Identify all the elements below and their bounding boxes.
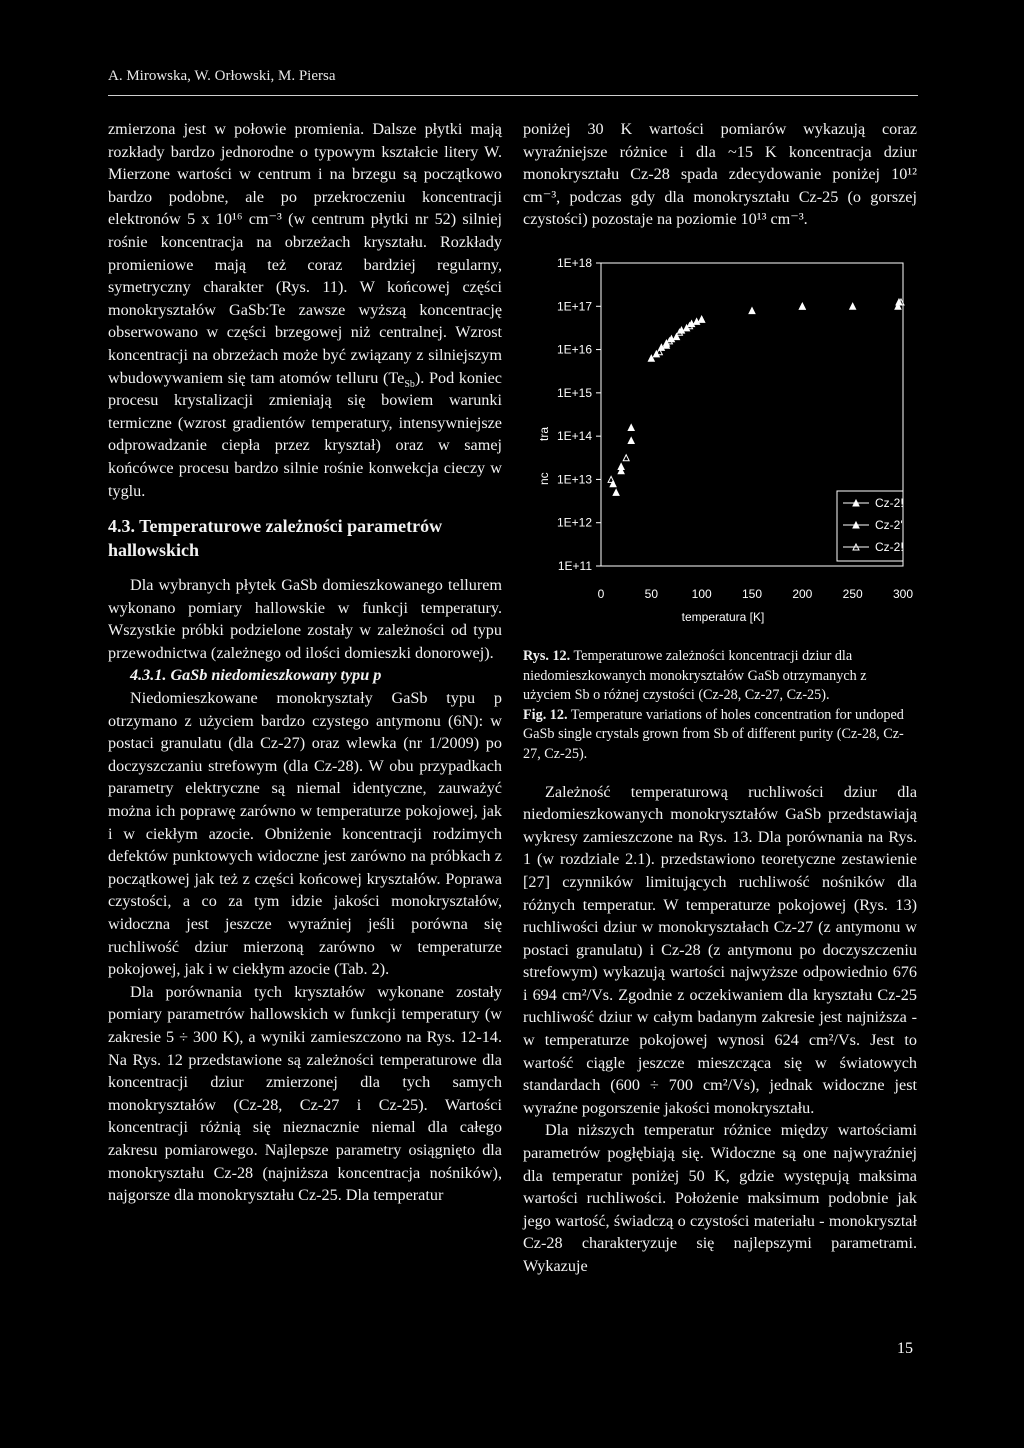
caption-label: Fig. 12. bbox=[523, 706, 568, 723]
y-axis-label-fragment: nc bbox=[537, 472, 551, 485]
paragraph: Dla niższych temperatur różnice między wartościami parametrów pogłębiają się. Widoczne są one najwyraźniej dla temperatur poniżej 50 K, gdzie występują maksima wartości ruchliwości. Położenie maksimum podobnie jak jego wartość, świadczą o czystości materiału - monokryształ Cz-28 charakteryzuje się najlepszymi parametrami. Wykazuje bbox=[523, 1121, 917, 1275]
data-point bbox=[799, 303, 805, 309]
data-point bbox=[749, 308, 755, 314]
subsection-title: 4.3.1. GaSb niedomieszkowany typu p bbox=[130, 666, 382, 685]
legend-label: Cz-2' bbox=[875, 517, 903, 532]
subscript: Sb bbox=[404, 378, 415, 390]
data-point bbox=[613, 489, 619, 495]
y-tick-label: 1E+13 bbox=[556, 472, 592, 487]
legend-label: Cz-2! bbox=[875, 539, 904, 554]
x-tick-label: 250 bbox=[842, 586, 863, 601]
paragraph: Niedomieszkowane monokryształy GaSb typu p otrzymano z użyciem bardzo czystego antymonu (6N): w postaci granulatu (dla Cz-27) oraz wlewka (nr 1/2009) po doczyszczaniu strefowym (dla Cz-28). W obu przypadkach parametry elektryczne są niemal identyczne, zauważyć można ich poprawę zarówno w temperaturze pokojowej, jak i w ciekłym azocie. Obniżenie koncentracji rodzimych defektów punktowych widoczne jest zarówno na próbkach z początkowej jak też z części końcowej kryształów. Poprawa czystości, a co za tym idzie jakości monokryształów, widoczna jest jeszcze wyraźniej jeśli porówna się ruchliwość dziur mierzoną zarówno w temperaturze pokojowej, jak i w ciekłym azocie (Tab. 2). bbox=[108, 689, 502, 979]
x-tick-label: 150 bbox=[741, 586, 763, 601]
paragraph: Zależność temperaturową ruchliwości dziur dla niedomieszkowanych monokryształów GaSb przedstawiają wykresy zamieszczone na Rys. 13. Dla porównania na Rys. 1 (w rozdziale 2.1). przedstawiono teoretyczne zestawienie [27] czynników limitujących ruchliwość nośników dla różnych temperatur. W temperaturze pokojowej (Rys. 13) ruchliwości dziur w monokryształach Cz-27 (z antymonu w postaci granulatu) i Cz-28 (z antymonu po doczyszczeniu strefowym) wykazują wartości najwyższe odpowiednio 676 i 694 cm²/Vs. Zgodnie z oczekiwaniem dla kryształu Cz-25 ruchliwość dziur w całym badanym zakresie jest najniższa - w temperaturze pokojowej wynosi 624 cm²/Vs. Jest to wartość ciągle jeszcze mieszcząca się w światowych standardach (600 ÷ 700 cm²/Vs), jednak widoczne jest wyraźne pogorszenie jakości monokryształu. bbox=[523, 782, 917, 1117]
y-tick-label: 1E+18 bbox=[556, 255, 592, 270]
legend-label: Cz-2! bbox=[875, 495, 904, 510]
data-point bbox=[623, 455, 629, 461]
paragraph: poniżej 30 K wartości pomiarów wykazują coraz wyraźniejsze różnice i dla ~15 K koncentracja dziur monokryształu Cz-28 spada zdecydowanie poniżej 10¹² cm⁻³, podczas gdy dla monokryształu Cz-25 (o gorszej czystości) pozostaje na poziomie 10¹³ cm⁻³. bbox=[523, 120, 917, 229]
caption-label: Rys. 12. bbox=[523, 647, 571, 664]
data-point bbox=[628, 424, 634, 430]
section-title: 4.3. Temperaturowe zależności parametrów hallowskich bbox=[108, 516, 443, 561]
y-tick-label: 1E+14 bbox=[556, 429, 592, 444]
data-point bbox=[850, 303, 856, 309]
left-column bbox=[108, 118, 502, 1207]
paragraph-text: ). Pod koniec procesu krystalizacji zmieniają się bowiem warunki termiczne (wzrost gradientów temperatury, intensywniejsze odprowadzanie ciepła przez kryształ) oraz w samej końcówce procesu bardzo silnie rośnie konwekcja cieczy w tyglu. bbox=[108, 368, 502, 500]
figure-caption-pl bbox=[523, 647, 917, 706]
paragraph: Dla porównania tych kryształów wykonane zostały pomiary parametrów hallowskich w funkcji temperatury (w zakresie 5 ÷ 300 K), a wyniki zamieszczono na Rys. 12-14. Na Rys. 12 przedstawione są zależności temperaturowe dla koncentracji dziur zmierzonej dla tych samych monokryształów (Cz-28, Cz-27 i Cz-25). Wartości koncentracji różnią się nieznacznie niemal dla całego zakresu pomiarowego. Najlepsze parametry osiągnięto dla monokryształu Cz-28 (najniższa koncentracja nośników), najgorsze dla monokryształu Cz-25. Dla temperatur bbox=[108, 982, 502, 1205]
x-tick-label: 50 bbox=[644, 586, 659, 601]
figure-chart bbox=[523, 241, 917, 631]
x-tick-label: 0 bbox=[597, 586, 605, 601]
paragraph bbox=[108, 118, 502, 502]
caption-text: Temperaturowe zależności koncentracji dziur dla niedomieszkowanych monokryształów GaSb otrzymanych z użyciem Sb o różnej czystości (Cz-28, Cz-27, Cz-25). bbox=[523, 647, 867, 704]
x-tick-label: 100 bbox=[691, 586, 712, 601]
y-tick-label: 1E+11 bbox=[557, 558, 592, 573]
paragraph: Dla wybranych płytek GaSb domieszkowanego tellurem wykonano pomiary hallowskie w funkcji temperatury. Wszystkie próbki podzielone zostały w zależności od typu przewodnictwa (zależnego od ilości domieszki donorowej). bbox=[108, 576, 502, 662]
x-tick-label: 200 bbox=[792, 586, 813, 601]
figure-caption-en bbox=[523, 706, 917, 765]
x-tick-label: 300 bbox=[892, 586, 914, 601]
data-point bbox=[628, 437, 634, 443]
right-column bbox=[523, 118, 917, 1278]
running-header: A. Mirowska, W. Orłowski, M. Piersa bbox=[108, 68, 336, 84]
data-point bbox=[608, 476, 614, 482]
y-tick-label: 1E+16 bbox=[556, 342, 592, 357]
y-axis-label-fragment: tra bbox=[537, 426, 551, 441]
x-axis-label: temperatura [K] bbox=[681, 609, 765, 624]
caption-text: Temperature variations of holes concentration for undoped GaSb single crystals grown from Sb of different purity (Cz-28, Cz-27, Cz-25). bbox=[523, 706, 904, 762]
header-rule bbox=[108, 95, 918, 96]
y-tick-label: 1E+15 bbox=[556, 385, 592, 400]
data-point bbox=[618, 463, 624, 469]
data-point bbox=[610, 481, 616, 487]
paragraph-text: zmierzona jest w połowie promienia. Dalsze płytki mają rozkłady bardzo jednorodne o typowym kształcie litery W. Mierzone wartości w centrum i na brzegu są początkowo bardzo podobne, ale po przekroczeniu koncentracji elektronów 5 x 10¹⁶ cm⁻³ (w centrum płytki nr 52) silniej rośnie koncentracja na obrzeżach kryształu. Rozkłady promieniowe mają też coraz bardziej regularny, symetryczny charakter (Rys. 11). W końcowej części monokryształów GaSb:Te zawsze wyższą koncentrację obserwowano w części brzegowej niż centralnej. Wzrost koncentracji na obrzeżach może być związany z silniejszym wbudowywaniem się tam atomów telluru (Te bbox=[108, 120, 502, 387]
y-tick-label: 1E+12 bbox=[556, 515, 592, 530]
chart-svg bbox=[523, 241, 917, 631]
y-tick-label: 1E+17 bbox=[556, 299, 592, 314]
page-number: 15 bbox=[897, 1340, 913, 1357]
